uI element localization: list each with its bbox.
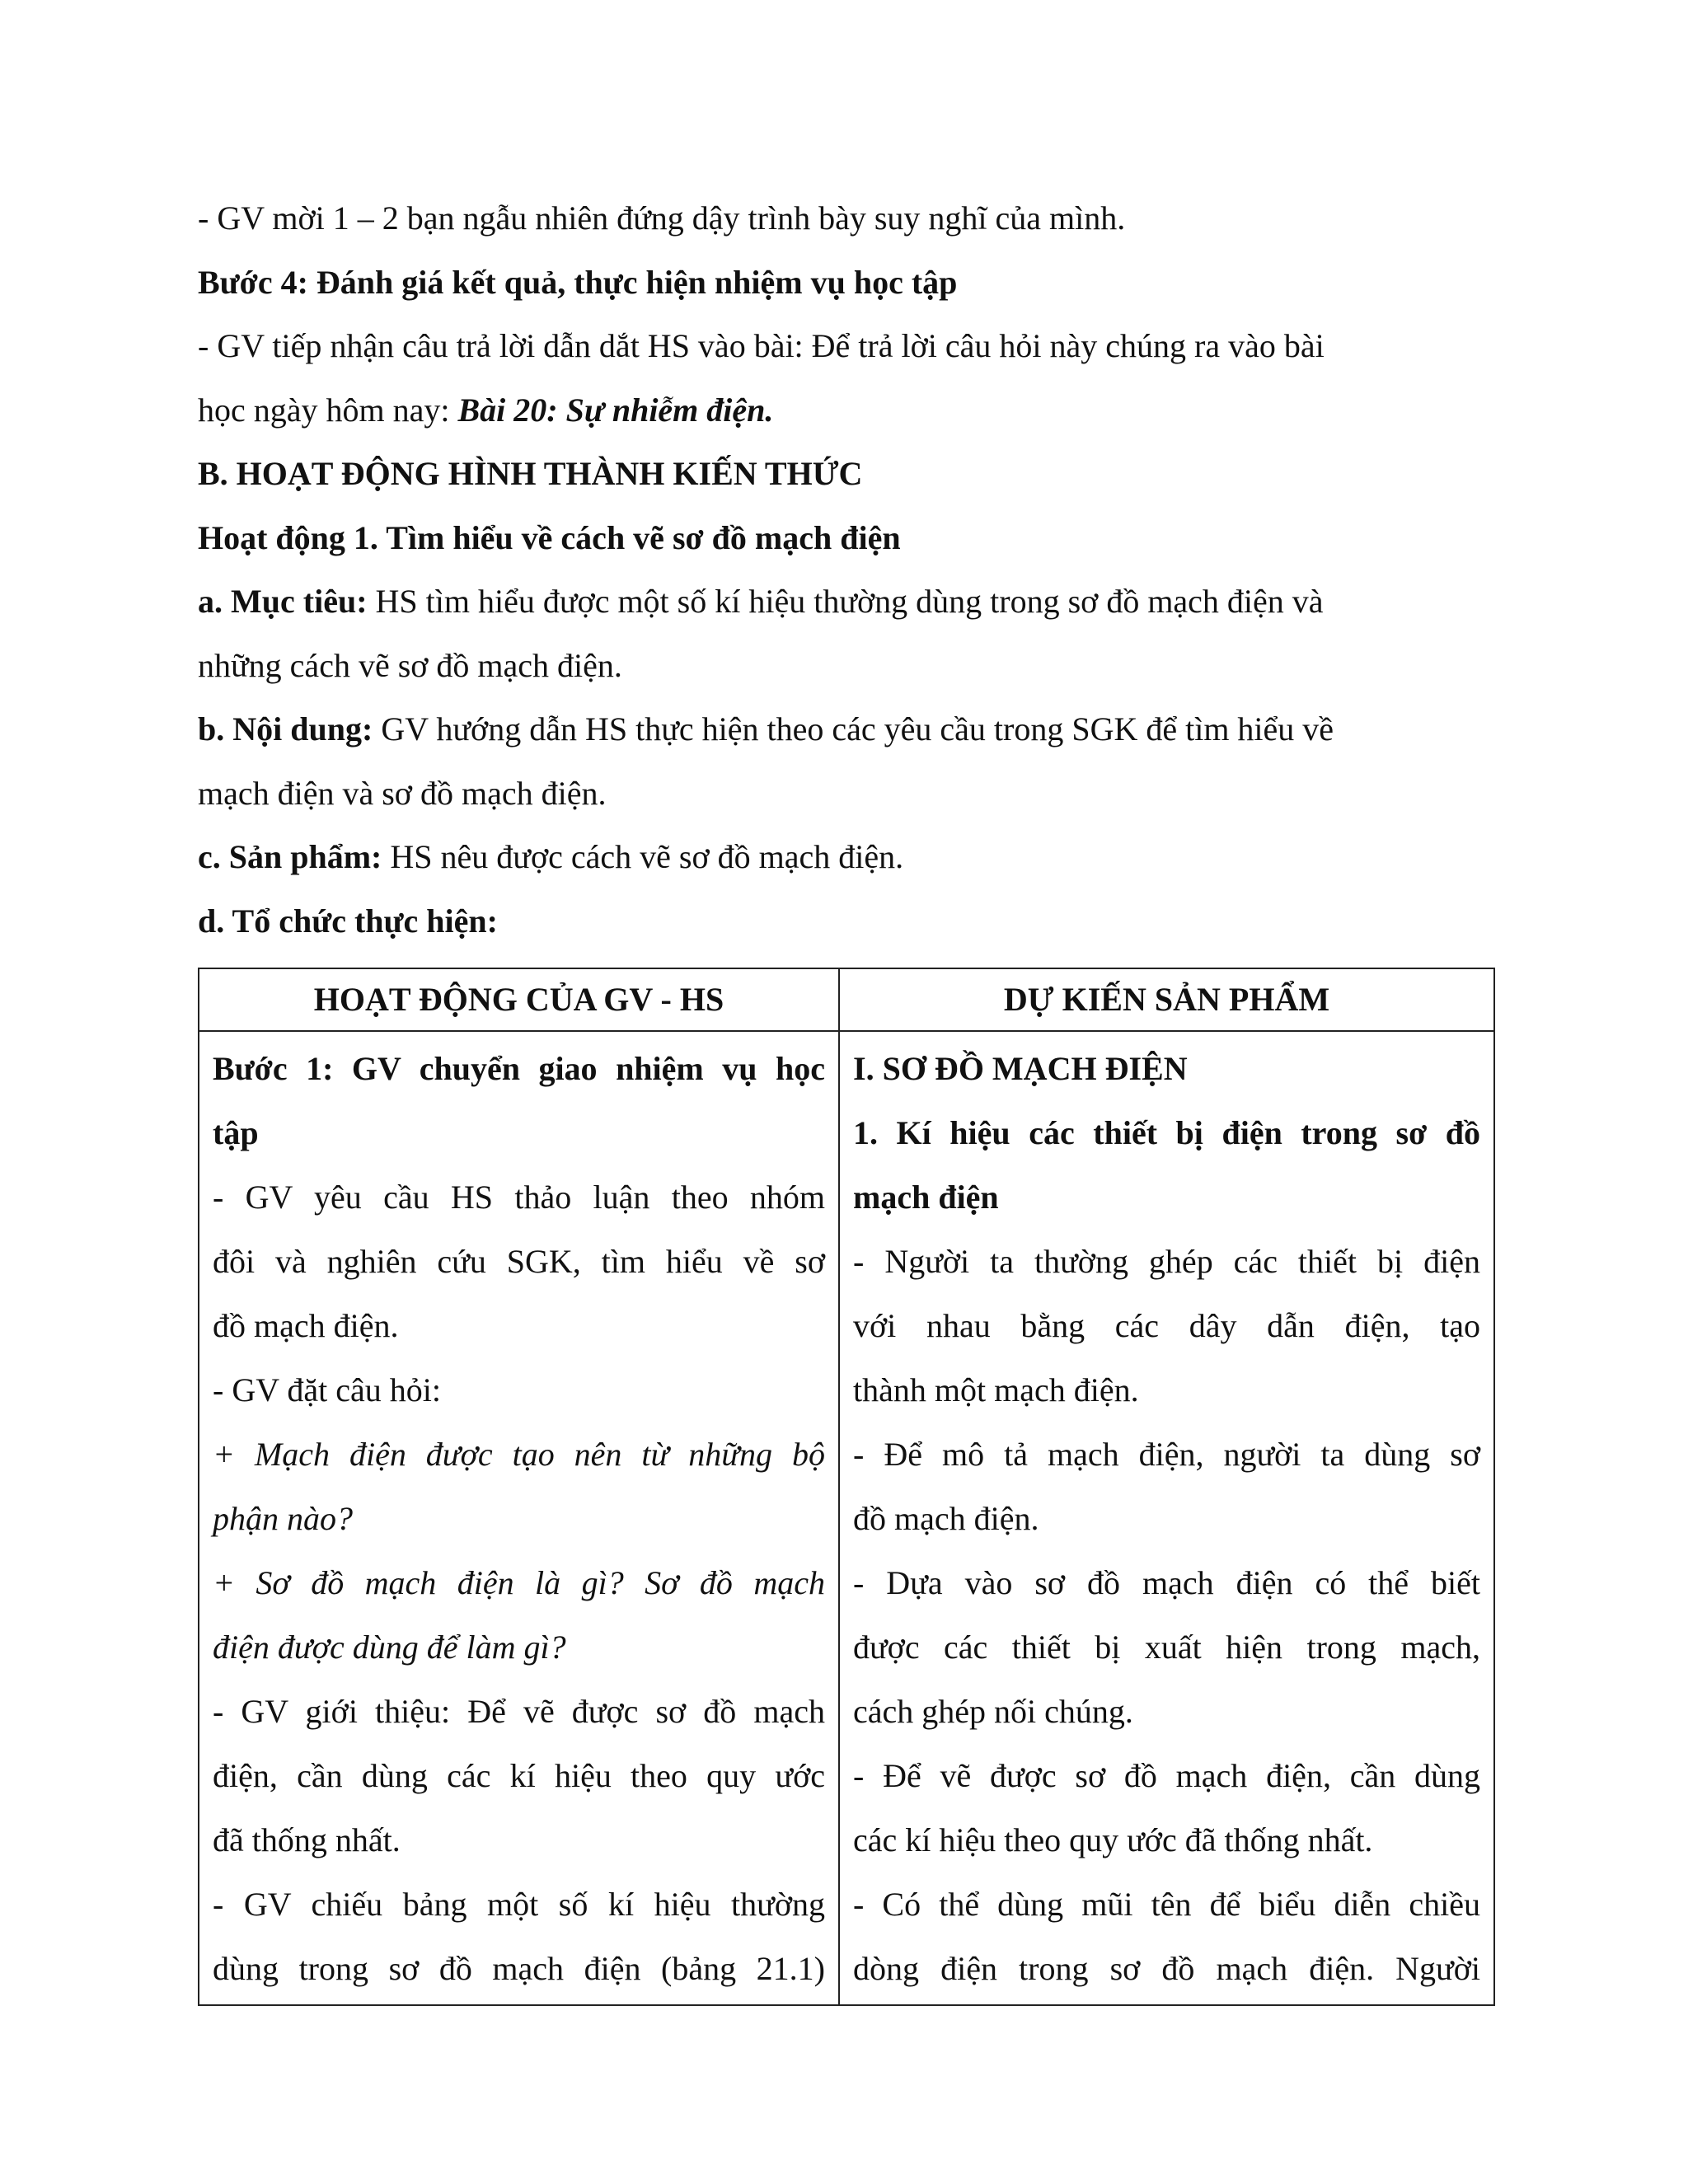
- table-row: [199, 1031, 1494, 2005]
- content-line2: mạch điện và sơ đồ mạch điện.: [198, 775, 607, 812]
- activity-text-line: - GV chiếu bảng một số kí hiệu thường: [213, 1886, 825, 1923]
- step4-text-line1: - GV tiếp nhận câu trả lời dẫn dắt HS vào bài: Để trả lời câu hỏi này chúng ra vào bài: [198, 327, 1325, 364]
- activity-text-line: đồ mạch điện.: [213, 1307, 399, 1344]
- step4-heading: Bước 4: Đánh giá kết quả, thực hiện nhiệm vụ học tập: [198, 264, 958, 301]
- activity-text-line: - GV giới thiệu: Để vẽ được sơ đồ mạch: [213, 1693, 825, 1730]
- step4-text-line2: [198, 378, 1492, 443]
- product-text-line: - Để vẽ được sơ đồ mạch điện, cần dùng: [853, 1757, 1480, 1794]
- product-text-line: - Người ta thường ghép các thiết bị điện: [853, 1243, 1480, 1280]
- section-title: B. HOẠT ĐỘNG HÌNH THÀNH KIẾN THỨC: [198, 455, 863, 492]
- circuit-diagram-heading: I. SƠ ĐỒ MẠCH ĐIỆN: [853, 1050, 1188, 1087]
- product-text-line: - Có thể dùng mũi tên để biểu diễn chiều: [853, 1886, 1480, 1923]
- content-text: GV hướng dẫn HS thực hiện theo các yêu cầu trong SGK để tìm hiểu về: [373, 710, 1334, 748]
- activity-text-line: đôi và nghiên cứu SGK, tìm hiểu về sơ: [213, 1243, 825, 1280]
- goal-text: HS tìm hiểu được một số kí hiệu thường dùng trong sơ đồ mạch điện và: [367, 583, 1324, 620]
- content-label: b. Nội dung:: [198, 710, 373, 748]
- header-teacher-student-activity: HOẠT ĐỘNG CỦA GV - HS: [199, 968, 839, 1031]
- activity-text-line: dùng trong sơ đồ mạch điện (bảng 21.1): [213, 1950, 825, 1987]
- product-text-line: thành một mạch điện.: [853, 1371, 1139, 1408]
- product-line: [198, 825, 1492, 889]
- content-line1: [198, 697, 1492, 762]
- question-line: + Sơ đồ mạch điện là gì? Sơ đồ mạch: [213, 1564, 825, 1601]
- header-expected-product: DỰ KIẾN SẢN PHẨM: [839, 968, 1494, 1031]
- product-text-line: được các thiết bị xuất hiện trong mạch,: [853, 1629, 1480, 1666]
- step4-text-prefix: học ngày hôm nay:: [198, 391, 458, 429]
- lesson-title: Bài 20: Sự nhiễm điện.: [457, 391, 774, 429]
- activity-table: [198, 968, 1495, 2006]
- product-text-line: cách ghép nối chúng.: [853, 1693, 1133, 1730]
- product-text-line: - Dựa vào sơ đồ mạch điện có thể biết: [853, 1564, 1480, 1601]
- activity-title: Hoạt động 1. Tìm hiểu về cách vẽ sơ đồ mạch điện: [198, 519, 901, 556]
- step1-heading-line1: Bước 1: GV chuyển giao nhiệm vụ học: [213, 1050, 825, 1087]
- question-line: phận nào?: [213, 1500, 353, 1537]
- activity-cell: [199, 1031, 839, 2005]
- intro-line: - GV mời 1 – 2 bạn ngẫu nhiên đứng dậy trình bày suy nghĩ của mình.: [198, 199, 1126, 237]
- product-text-line: với nhau bằng các dây dẫn điện, tạo: [853, 1307, 1480, 1344]
- activity-text-line: điện, cần dùng các kí hiệu theo quy ước: [213, 1757, 825, 1794]
- goal-line1: [198, 569, 1492, 634]
- product-text-line: đồ mạch điện.: [853, 1500, 1039, 1537]
- step1-heading-line2: tập: [213, 1114, 259, 1151]
- product-cell: [839, 1031, 1494, 2005]
- activity-text-line: - GV yêu cầu HS thảo luận theo nhóm: [213, 1179, 825, 1216]
- goal-line2: những cách vẽ sơ đồ mạch điện.: [198, 647, 622, 684]
- organization-heading: d. Tổ chức thực hiện:: [198, 902, 498, 940]
- question-line: điện được dùng để làm gì?: [213, 1629, 566, 1666]
- product-text-line: dòng điện trong sơ đồ mạch điện. Người: [853, 1950, 1480, 1987]
- symbols-heading-line1: 1. Kí hiệu các thiết bị điện trong sơ đồ: [853, 1114, 1480, 1151]
- product-text-line: các kí hiệu theo quy ước đã thống nhất.: [853, 1821, 1373, 1858]
- product-text: HS nêu được cách vẽ sơ đồ mạch điện.: [382, 838, 904, 875]
- goal-label: a. Mục tiêu:: [198, 583, 368, 620]
- product-text-line: - Để mô tả mạch điện, người ta dùng sơ: [853, 1436, 1480, 1473]
- symbols-heading-line2: mạch điện: [853, 1179, 999, 1216]
- activity-text-line: - GV đặt câu hỏi:: [213, 1371, 441, 1408]
- product-label: c. Sản phẩm:: [198, 838, 382, 875]
- activity-text-line: đã thống nhất.: [213, 1821, 401, 1858]
- table-header-row: [199, 968, 1494, 1031]
- question-line: + Mạch điện được tạo nên từ những bộ: [213, 1436, 825, 1473]
